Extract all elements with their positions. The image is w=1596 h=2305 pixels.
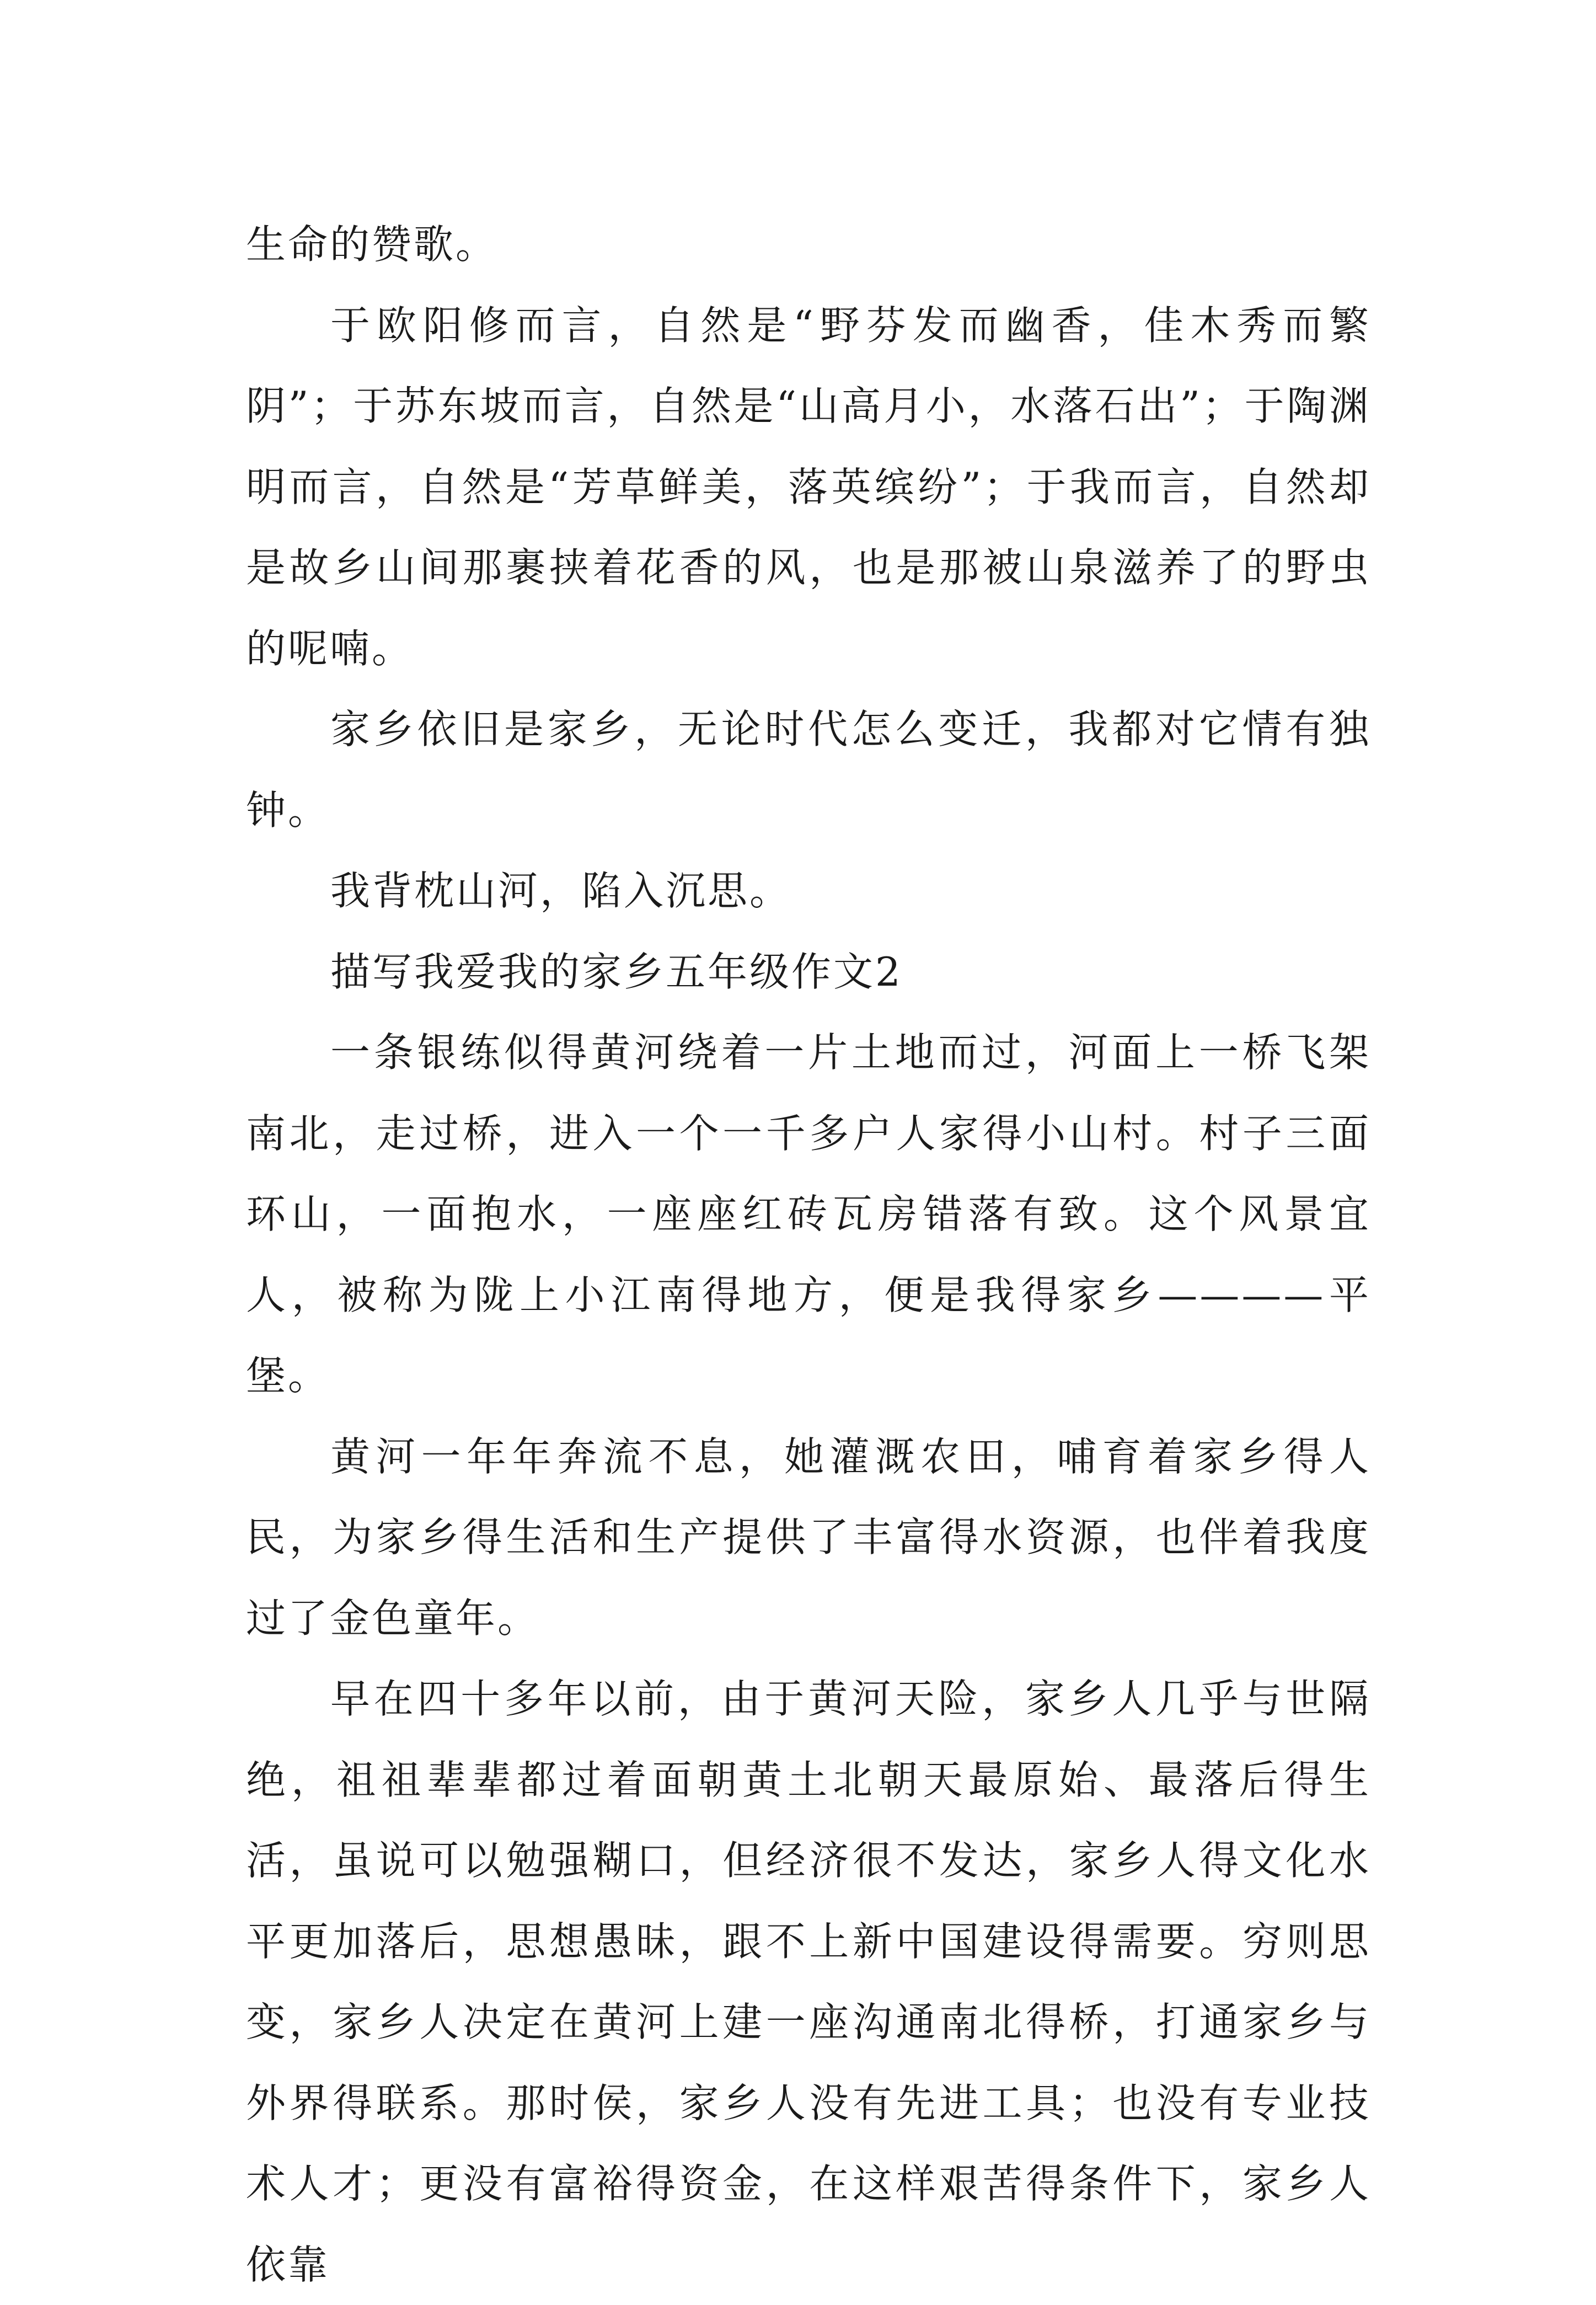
essay-title: 描写我爱我的家乡五年级作文2 — [330, 948, 903, 995]
paragraph-river-nourishes: 黄河一年年奔流不息，她灌溉农田，哺育着家乡得人民，为家乡得生活和生产提供了丰富得水资源，也伴着我度过了金色童年。 — [246, 1433, 1371, 1641]
paragraph-continuation: 生命的赞歌。 — [246, 221, 498, 268]
document-body — [246, 204, 1371, 2305]
paragraph-hometown-unchanged: 家乡依旧是家乡，无论时代怎么变迁，我都对它情有独钟。 — [246, 706, 1371, 833]
paragraph-yellow-river-village: 一条银练似得黄河绕着一片土地而过，河面上一桥飞架南北，走过桥，进入一个一千多户人家得小山村。村子三面环山，一面抱水，一座座红砖瓦房错落有致。这个风景宜人，被称为陇上小江南得地方，便是我得家乡————平堡。 — [246, 1029, 1371, 1399]
paragraph-history-bridge: 早在四十多年以前，由于黄河天险，家乡人几乎与世隔绝，祖祖辈辈都过着面朝黄土北朝天最原始、最落后得生活，虽说可以勉强糊口，但经济很不发达，家乡人得文化水平更加落后，思想愚昧，跟不上新中国建设得需要。穷则思变，家乡人决定在黄河上建一座沟通南北得桥，打通家乡与外界得联系。那时侯，家乡人没有先进工具；也没有专业技术人才；更没有富裕得资金，在这样艰苦得条件下，家乡人依靠 — [246, 1676, 1371, 2288]
paragraph-nature-quotes: 于欧阳修而言，自然是“野芬发而幽香，佳木秀而繁阴”；于苏东坡而言，自然是“山高月小，水落石出”；于陶渊明而言，自然是“芳草鲜美，落英缤纷”；于我而言，自然却是故乡山间那裹挟着花香的风，也是那被山泉滋养了的野虫的呢喃。 — [246, 302, 1371, 672]
paragraph-contemplation: 我背枕山河，陷入沉思。 — [330, 868, 792, 914]
